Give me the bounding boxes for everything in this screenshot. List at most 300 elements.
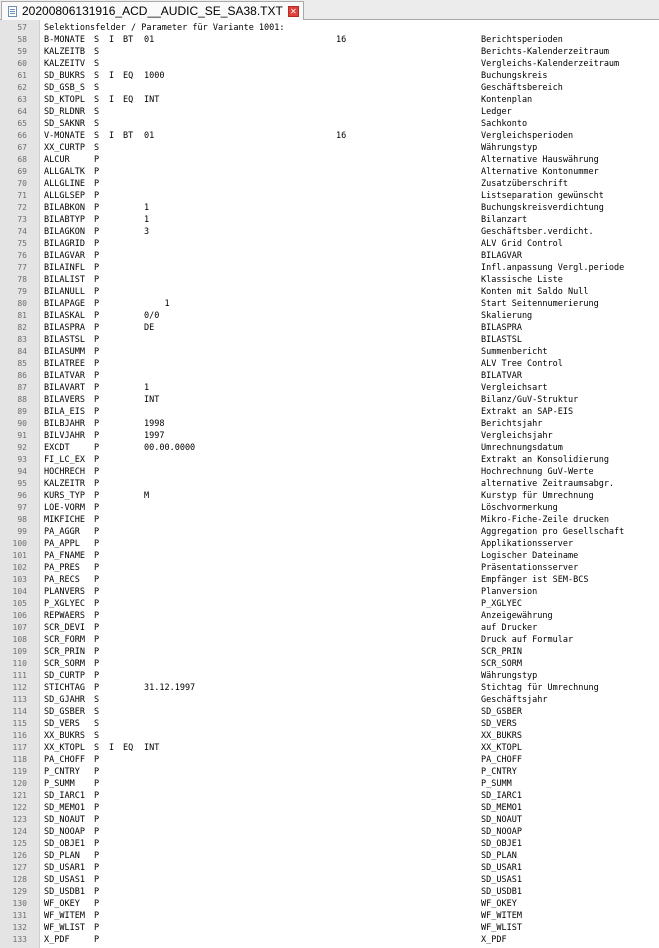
field-name: BILVJAHR bbox=[44, 431, 85, 441]
field-description: Berichtsjahr bbox=[481, 419, 543, 429]
field-name: BILATREE bbox=[44, 359, 85, 369]
field-name: EXCDT bbox=[44, 443, 70, 453]
line-number: 119 bbox=[12, 767, 27, 776]
field-description: Buchungskreisverdichtung bbox=[481, 203, 604, 213]
field-name: BILAPAGE bbox=[44, 299, 85, 309]
field-type: P bbox=[94, 179, 100, 189]
text-line bbox=[0, 358, 659, 370]
line-number: 132 bbox=[12, 923, 27, 932]
field-type: S bbox=[94, 707, 100, 717]
field-name: PA_RECS bbox=[44, 575, 80, 585]
text-line bbox=[0, 442, 659, 454]
field-name: SD_GJAHR bbox=[44, 695, 85, 705]
field-type: P bbox=[94, 371, 100, 381]
text-line bbox=[0, 826, 659, 838]
line-number: 114 bbox=[12, 707, 27, 716]
field-description: Applikationsserver bbox=[481, 539, 574, 549]
field-description: Löschvormerkung bbox=[481, 503, 558, 513]
line-number: 74 bbox=[17, 227, 27, 236]
text-line bbox=[0, 70, 659, 82]
line-number: 98 bbox=[17, 515, 27, 524]
field-description: Währungstyp bbox=[481, 143, 538, 153]
text-line bbox=[0, 118, 659, 130]
line-number: 60 bbox=[17, 59, 27, 68]
line-number: 88 bbox=[17, 395, 27, 404]
field-description: Präsentationsserver bbox=[481, 563, 579, 573]
field-name: SD_USDB1 bbox=[44, 887, 85, 897]
field-name: ALLGALTK bbox=[44, 167, 85, 177]
field-type: P bbox=[94, 791, 100, 801]
field-name: BILAGRID bbox=[44, 239, 85, 249]
text-line bbox=[0, 550, 659, 562]
text-line bbox=[0, 670, 659, 682]
text-line bbox=[0, 898, 659, 910]
field-description: Klassische Liste bbox=[481, 275, 563, 285]
field-name: SD_GSB_S bbox=[44, 83, 85, 93]
field-low: 1000 bbox=[144, 71, 165, 81]
field-sign: I bbox=[109, 35, 115, 45]
field-description: Währungstyp bbox=[481, 671, 538, 681]
field-description: SD_MEMO1 bbox=[481, 803, 522, 813]
line-number: 99 bbox=[17, 527, 27, 536]
line-number: 101 bbox=[12, 551, 27, 560]
field-description: BILASTSL bbox=[481, 335, 522, 345]
line-number: 71 bbox=[17, 191, 27, 200]
field-description: ALV Tree Control bbox=[481, 359, 563, 369]
line-number: 111 bbox=[12, 671, 27, 680]
field-type: P bbox=[94, 827, 100, 837]
line-number: 129 bbox=[12, 887, 27, 896]
text-line bbox=[0, 178, 659, 190]
field-name: SD_MEMO1 bbox=[44, 803, 85, 813]
field-name: X_PDF bbox=[44, 935, 70, 945]
field-description: Start Seitennumerierung bbox=[481, 299, 599, 309]
text-line bbox=[0, 286, 659, 298]
field-type: P bbox=[94, 755, 100, 765]
field-description: Buchungskreis bbox=[481, 71, 548, 81]
text-line bbox=[0, 598, 659, 610]
line-number: 133 bbox=[12, 935, 27, 944]
field-name: ALLGLINE bbox=[44, 179, 85, 189]
field-name: SD_GSBER bbox=[44, 707, 85, 717]
field-name: ALLGLSEP bbox=[44, 191, 85, 201]
text-line bbox=[0, 610, 659, 622]
field-name: BILAGKON bbox=[44, 227, 85, 237]
text-line bbox=[0, 754, 659, 766]
line-number: 103 bbox=[12, 575, 27, 584]
field-description: Mikro-Fiche-Zeile drucken bbox=[481, 515, 609, 525]
field-description: Kontenplan bbox=[481, 95, 533, 105]
text-line bbox=[0, 622, 659, 634]
field-type: P bbox=[94, 923, 100, 933]
text-line bbox=[0, 634, 659, 646]
line-number: 64 bbox=[17, 107, 27, 116]
field-name: SD_VERS bbox=[44, 719, 80, 729]
field-description: Empfänger ist SEM-BCS bbox=[481, 575, 589, 585]
field-type: P bbox=[94, 839, 100, 849]
line-number: 63 bbox=[17, 95, 27, 104]
text-line bbox=[0, 910, 659, 922]
field-description: SD_GSBER bbox=[481, 707, 522, 717]
text-line bbox=[0, 94, 659, 106]
field-description: SD_USAS1 bbox=[481, 875, 522, 885]
field-low: M bbox=[144, 491, 150, 501]
field-option: BT bbox=[123, 35, 134, 45]
field-description: Umrechnungsdatum bbox=[481, 443, 563, 453]
field-low: 3 bbox=[144, 227, 150, 237]
field-description: BILATVAR bbox=[481, 371, 522, 381]
line-number: 120 bbox=[12, 779, 27, 788]
tab-title: 20200806131916_ACD__AUDIC_SE_SA38.TXT bbox=[22, 4, 283, 18]
field-option: BT bbox=[123, 131, 134, 141]
field-type: P bbox=[94, 191, 100, 201]
field-type: P bbox=[94, 311, 100, 321]
field-name: SCR_PRIN bbox=[44, 647, 85, 657]
close-icon[interactable]: ✕ bbox=[288, 6, 299, 17]
field-type: P bbox=[94, 419, 100, 429]
text-file-icon bbox=[7, 5, 18, 18]
field-low: DE bbox=[144, 323, 155, 333]
text-line bbox=[0, 778, 659, 790]
field-name: SCR_SORM bbox=[44, 659, 85, 669]
field-description: Planversion bbox=[481, 587, 538, 597]
field-description: Infl.anpassung Vergl.periode bbox=[481, 263, 625, 273]
text-line bbox=[0, 382, 659, 394]
file-tab[interactable] bbox=[1, 1, 304, 20]
field-description: BILAGVAR bbox=[481, 251, 522, 261]
field-type: P bbox=[94, 491, 100, 501]
field-name: BILATVAR bbox=[44, 371, 85, 381]
field-name: FI_LC_EX bbox=[44, 455, 85, 465]
line-number: 123 bbox=[12, 815, 27, 824]
field-description: P_XGLYEC bbox=[481, 599, 522, 609]
text-line bbox=[0, 334, 659, 346]
field-description: Aggregation pro Gesellschaft bbox=[481, 527, 625, 537]
field-type: P bbox=[94, 575, 100, 585]
tab-bar bbox=[0, 0, 659, 20]
line-number: 92 bbox=[17, 443, 27, 452]
line-number: 69 bbox=[17, 167, 27, 176]
field-type: P bbox=[94, 347, 100, 357]
line-number: 121 bbox=[12, 791, 27, 800]
line-number: 126 bbox=[12, 851, 27, 860]
field-type: P bbox=[94, 407, 100, 417]
line-number: 124 bbox=[12, 827, 27, 836]
field-description: Druck auf Formular bbox=[481, 635, 574, 645]
text-line bbox=[0, 310, 659, 322]
field-type: P bbox=[94, 863, 100, 873]
field-type: P bbox=[94, 203, 100, 213]
text-line bbox=[0, 730, 659, 742]
text-line bbox=[0, 658, 659, 670]
field-name: BILA_EIS bbox=[44, 407, 85, 417]
field-description: Berichtsperioden bbox=[481, 35, 563, 45]
line-number: 89 bbox=[17, 407, 27, 416]
field-description: BILASPRA bbox=[481, 323, 522, 333]
line-number: 81 bbox=[17, 311, 27, 320]
text-line bbox=[0, 646, 659, 658]
field-type: P bbox=[94, 335, 100, 345]
field-description: Vergleichsjahr bbox=[481, 431, 553, 441]
field-type: S bbox=[94, 743, 100, 753]
line-number: 73 bbox=[17, 215, 27, 224]
field-name: SCR_DEVI bbox=[44, 623, 85, 633]
line-number: 110 bbox=[12, 659, 27, 668]
line-number: 104 bbox=[12, 587, 27, 596]
text-line bbox=[0, 850, 659, 862]
line-number: 107 bbox=[12, 623, 27, 632]
field-low: INT bbox=[144, 395, 160, 405]
line-number: 78 bbox=[17, 275, 27, 284]
field-name: SD_CURTP bbox=[44, 671, 85, 681]
line-number: 66 bbox=[17, 131, 27, 140]
line-number: 87 bbox=[17, 383, 27, 392]
field-description: Anzeigewährung bbox=[481, 611, 553, 621]
text-line bbox=[0, 502, 659, 514]
field-name: BILBJAHR bbox=[44, 419, 85, 429]
field-description: Vergleichs-Kalenderzeitraum bbox=[481, 59, 620, 69]
text-line bbox=[0, 526, 659, 538]
field-name: BILAVART bbox=[44, 383, 85, 393]
field-name: XX_KTOPL bbox=[44, 743, 85, 753]
field-type: P bbox=[94, 803, 100, 813]
field-description: Vergleichsart bbox=[481, 383, 548, 393]
line-number: 76 bbox=[17, 251, 27, 260]
field-description: Hochrechnung GuV-Werte bbox=[481, 467, 594, 477]
text-line bbox=[0, 694, 659, 706]
field-name: KURS_TYP bbox=[44, 491, 85, 501]
field-type: P bbox=[94, 659, 100, 669]
line-number: 86 bbox=[17, 371, 27, 380]
field-type: P bbox=[94, 635, 100, 645]
field-description: Vergleichsperioden bbox=[481, 131, 574, 141]
field-name: BILASTSL bbox=[44, 335, 85, 345]
line-number: 125 bbox=[12, 839, 27, 848]
field-type: P bbox=[94, 227, 100, 237]
text-line bbox=[0, 106, 659, 118]
line-number: 95 bbox=[17, 479, 27, 488]
field-low: 00.00.0000 bbox=[144, 443, 196, 453]
field-description: Ledger bbox=[481, 107, 512, 117]
text-line bbox=[0, 226, 659, 238]
field-description: SD_OBJE1 bbox=[481, 839, 522, 849]
field-type: P bbox=[94, 935, 100, 945]
field-type: P bbox=[94, 527, 100, 537]
field-type: P bbox=[94, 899, 100, 909]
field-type: P bbox=[94, 479, 100, 489]
field-name: REPWAERS bbox=[44, 611, 85, 621]
field-name: P_XGLYEC bbox=[44, 599, 85, 609]
field-description: Summenbericht bbox=[481, 347, 548, 357]
text-line bbox=[0, 406, 659, 418]
field-description: Logischer Dateiname bbox=[481, 551, 579, 561]
line-number: 115 bbox=[12, 719, 27, 728]
line-number: 100 bbox=[12, 539, 27, 548]
text-line bbox=[0, 742, 659, 754]
line-number: 91 bbox=[17, 431, 27, 440]
field-sign: I bbox=[109, 743, 115, 753]
line-number: 80 bbox=[17, 299, 27, 308]
field-description: Geschäftsbereich bbox=[481, 83, 563, 93]
field-type: P bbox=[94, 275, 100, 285]
line-number: 105 bbox=[12, 599, 27, 608]
field-type: P bbox=[94, 455, 100, 465]
text-editor[interactable] bbox=[0, 20, 659, 948]
line-number: 130 bbox=[12, 899, 27, 908]
line-number: 90 bbox=[17, 419, 27, 428]
line-number: 72 bbox=[17, 203, 27, 212]
line-number: 113 bbox=[12, 695, 27, 704]
field-type: P bbox=[94, 551, 100, 561]
field-name: PA_CHOFF bbox=[44, 755, 85, 765]
field-description: Berichts-Kalenderzeitraum bbox=[481, 47, 609, 57]
field-low: 1998 bbox=[144, 419, 165, 429]
field-description: SD_USDB1 bbox=[481, 887, 522, 897]
line-number: 75 bbox=[17, 239, 27, 248]
field-type: P bbox=[94, 851, 100, 861]
field-type: P bbox=[94, 599, 100, 609]
text-line bbox=[0, 682, 659, 694]
field-description: SD_USAR1 bbox=[481, 863, 522, 873]
field-type: S bbox=[94, 143, 100, 153]
field-description: Extrakt an SAP-EIS bbox=[481, 407, 574, 417]
field-name: SD_OBJE1 bbox=[44, 839, 85, 849]
text-line bbox=[0, 58, 659, 70]
field-sign: I bbox=[109, 131, 115, 141]
field-name: BILAGVAR bbox=[44, 251, 85, 261]
field-type: P bbox=[94, 779, 100, 789]
line-number: 96 bbox=[17, 491, 27, 500]
field-description: SD_IARC1 bbox=[481, 791, 522, 801]
field-high: 16 bbox=[336, 131, 347, 141]
field-name: BILANULL bbox=[44, 287, 85, 297]
line-number: 57 bbox=[17, 23, 27, 32]
field-name: PA_APPL bbox=[44, 539, 80, 549]
text-line bbox=[0, 214, 659, 226]
line-number: 122 bbox=[12, 803, 27, 812]
line-number: 127 bbox=[12, 863, 27, 872]
field-description: Zusatzüberschrift bbox=[481, 179, 568, 189]
text-line bbox=[0, 370, 659, 382]
field-description: SD_NOOAP bbox=[481, 827, 522, 837]
line-number: 79 bbox=[17, 287, 27, 296]
text-line bbox=[0, 562, 659, 574]
field-low: 0/0 bbox=[144, 311, 160, 321]
field-description: XX_KTOPL bbox=[481, 743, 522, 753]
field-name: BILASPRA bbox=[44, 323, 85, 333]
line-number: 83 bbox=[17, 335, 27, 344]
field-type: P bbox=[94, 683, 100, 693]
text-line bbox=[0, 166, 659, 178]
field-description: ALV Grid Control bbox=[481, 239, 563, 249]
text-line bbox=[0, 706, 659, 718]
field-name: WF_WITEM bbox=[44, 911, 85, 921]
field-type: S bbox=[94, 47, 100, 57]
field-type: P bbox=[94, 383, 100, 393]
field-type: S bbox=[94, 695, 100, 705]
field-sign: I bbox=[109, 95, 115, 105]
field-type: P bbox=[94, 323, 100, 333]
text-line bbox=[0, 934, 659, 946]
text-line bbox=[0, 250, 659, 262]
field-name: ALCUR bbox=[44, 155, 70, 165]
field-type: P bbox=[94, 287, 100, 297]
text-line bbox=[0, 718, 659, 730]
field-description: WF_WITEM bbox=[481, 911, 522, 921]
line-number: 117 bbox=[12, 743, 27, 752]
field-name: SD_KTOPL bbox=[44, 95, 85, 105]
field-type: P bbox=[94, 215, 100, 225]
text-line bbox=[0, 514, 659, 526]
field-low: 1 bbox=[144, 215, 150, 225]
field-type: P bbox=[94, 503, 100, 513]
field-name: WF_OKEY bbox=[44, 899, 80, 909]
field-name: HOCHRECH bbox=[44, 467, 85, 477]
text-line bbox=[0, 262, 659, 274]
field-name: SD_USAR1 bbox=[44, 863, 85, 873]
field-description: Alternative Kontonummer bbox=[481, 167, 599, 177]
field-name: KALZEITB bbox=[44, 47, 85, 57]
field-low: 1 bbox=[144, 299, 170, 309]
field-type: S bbox=[94, 119, 100, 129]
field-name: LOE-VORM bbox=[44, 503, 85, 513]
field-low: 1997 bbox=[144, 431, 165, 441]
field-description: PA_CHOFF bbox=[481, 755, 522, 765]
field-low: 01 bbox=[144, 131, 155, 141]
field-name: SD_NOAUT bbox=[44, 815, 85, 825]
line-number: 109 bbox=[12, 647, 27, 656]
field-name: V-MONATE bbox=[44, 131, 85, 141]
line-number: 68 bbox=[17, 155, 27, 164]
field-description: Skalierung bbox=[481, 311, 533, 321]
field-description: Listseparation gewünscht bbox=[481, 191, 604, 201]
field-type: P bbox=[94, 395, 100, 405]
field-description: Bilanz/GuV-Struktur bbox=[481, 395, 579, 405]
line-number: 116 bbox=[12, 731, 27, 740]
text-line bbox=[0, 202, 659, 214]
field-low: INT bbox=[144, 95, 160, 105]
field-low: 1 bbox=[144, 203, 150, 213]
field-name: P_CNTRY bbox=[44, 767, 80, 777]
field-name: SD_IARC1 bbox=[44, 791, 85, 801]
field-name: BILASKAL bbox=[44, 311, 85, 321]
field-option: EQ bbox=[123, 95, 134, 105]
field-type: P bbox=[94, 359, 100, 369]
line-number: 65 bbox=[17, 119, 27, 128]
field-type: P bbox=[94, 263, 100, 273]
field-type: P bbox=[94, 767, 100, 777]
field-description: alternative Zeitraumsabgr. bbox=[481, 479, 615, 489]
text-line bbox=[0, 490, 659, 502]
line-number: 77 bbox=[17, 263, 27, 272]
field-description: SD_VERS bbox=[481, 719, 517, 729]
field-name: SD_NOOAP bbox=[44, 827, 85, 837]
field-description: SCR_SORM bbox=[481, 659, 522, 669]
field-low: 1 bbox=[144, 383, 150, 393]
field-description: WF_WLIST bbox=[481, 923, 522, 933]
text-line bbox=[0, 874, 659, 886]
field-description: P_CNTRY bbox=[481, 767, 517, 777]
field-description: Geschäftsber.verdicht. bbox=[481, 227, 594, 237]
text-line bbox=[0, 394, 659, 406]
field-type: P bbox=[94, 239, 100, 249]
line-number: 118 bbox=[12, 755, 27, 764]
field-type: P bbox=[94, 671, 100, 681]
field-type: P bbox=[94, 431, 100, 441]
text-line bbox=[0, 430, 659, 442]
field-description: SCR_PRIN bbox=[481, 647, 522, 657]
line-number: 128 bbox=[12, 875, 27, 884]
